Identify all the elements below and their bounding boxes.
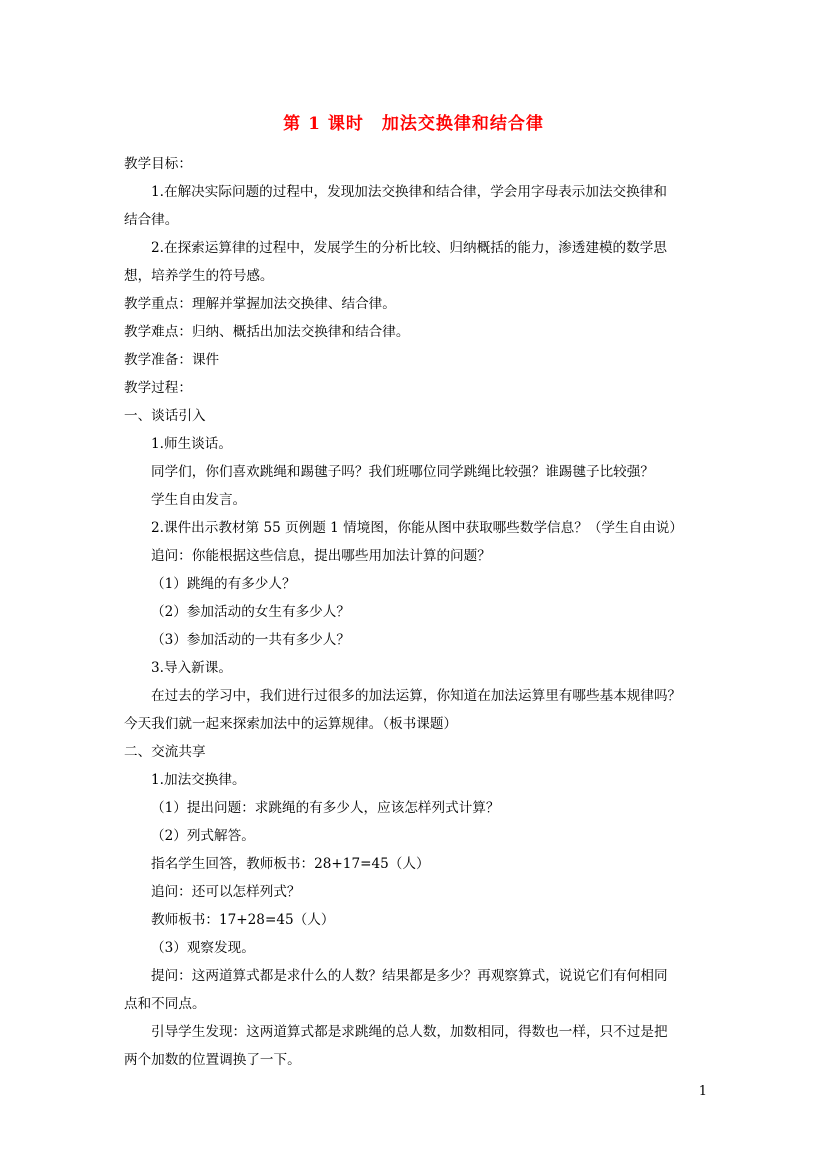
text-line: 1.加法交换律。: [151, 772, 246, 788]
document-body: [124, 150, 704, 1074]
text-line: 想，培养学生的符号感。: [124, 268, 274, 284]
text-line: 引导学生发现：这两道算式都是求跳绳的总人数，加数相同，得数也一样，只不过是把: [151, 1024, 668, 1040]
text-line: 教学目标：: [124, 156, 192, 172]
text-line: （3）参加活动的一共有多少人？: [151, 632, 350, 648]
text-line: 3.导入新课。: [151, 660, 232, 676]
text-line: 1.师生谈话。: [151, 436, 232, 452]
text-line: 学生自由发言。: [151, 492, 247, 508]
text-line: （1）跳绳的有多少人？: [151, 576, 296, 592]
text-line: 教师板书：17+28=45（人）: [151, 912, 335, 928]
text-line: 2.课件出示教材第 55 页例题 1 情境图，你能从图中获取哪些数学信息？（学生自由说）: [151, 520, 683, 536]
text-line: 教学重点：理解并掌握加法交换律、结合律。: [124, 296, 396, 312]
text-line: 同学们，你们喜欢跳绳和踢毽子吗？我们班哪位同学跳绳比较强？谁踢毽子比较强？: [151, 464, 654, 480]
text-line: 在过去的学习中，我们进行过很多的加法运算，你知道在加法运算里有哪些基本规律吗？: [151, 688, 682, 704]
text-line: 提问：这两道算式都是求什么的人数？结果都是多少？再观察算式，说说它们有何相同: [151, 968, 668, 984]
text-line: 教学难点：归纳、概括出加法交换律和结合律。: [124, 324, 410, 340]
text-line: 指名学生回答，教师板书：28+17=45（人）: [151, 856, 430, 872]
text-line: （1）提出问题：求跳绳的有多少人，应该怎样列式计算？: [151, 800, 500, 816]
page-title: 第 1 课时 加法交换律和结合律: [283, 114, 544, 134]
text-line: 1.在解决实际问题的过程中，发现加法交换律和结合律，学会用字母表示加法交换律和: [151, 184, 667, 200]
text-line: （2）列式解答。: [151, 828, 255, 844]
text-line: 教学过程：: [124, 380, 192, 396]
text-line: 结合律。: [124, 212, 179, 228]
text-line: （3）观察发现。: [151, 940, 255, 956]
text-line: （2）参加活动的女生有多少人？: [151, 604, 350, 620]
text-line: 二、交流共享: [124, 744, 206, 760]
text-line: 一、谈话引入: [124, 408, 206, 424]
text-line: 两个加数的位置调换了一下。: [124, 1052, 301, 1068]
text-line: 今天我们就一起来探索加法中的运算规律。（板书课题）: [124, 716, 458, 732]
text-line: 追问：你能根据这些信息，提出哪些用加法计算的问题？: [151, 548, 491, 564]
text-line: 2.在探索运算律的过程中，发展学生的分析比较、归纳概括的能力，渗透建模的数学思: [151, 240, 667, 256]
text-line: 教学准备：课件: [124, 352, 220, 368]
page-number: 1: [698, 1084, 707, 1099]
text-line: 点和不同点。: [124, 996, 206, 1012]
text-line: 追问：还可以怎样列式？: [151, 884, 301, 900]
